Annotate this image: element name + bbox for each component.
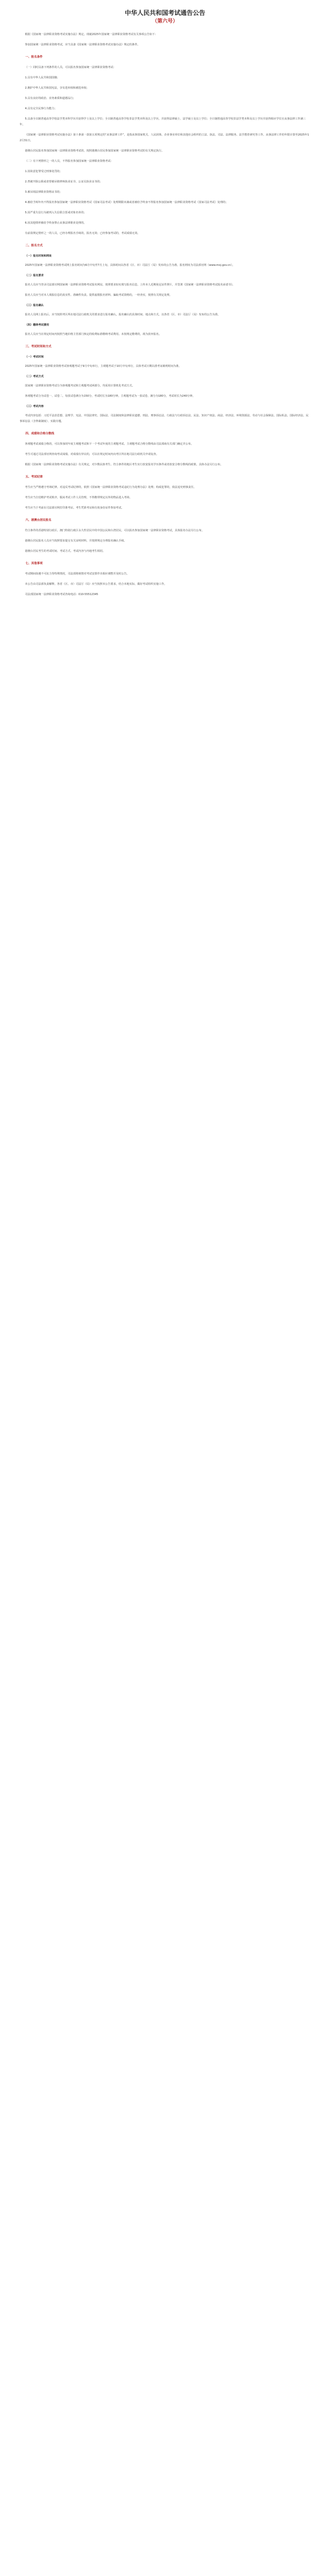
section-heading: 七、其他事项 <box>25 562 43 565</box>
body-paragraph: 2025年国家统一法律职业资格考试客观题考试于9月中旬举行，主观题考试于10月中旬举行，具体考试日期以准考证载明时间为准。 <box>25 365 182 368</box>
subsection-heading: （二）报名要求 <box>25 274 44 277</box>
body-paragraph: 4.具有完全民事行为能力； <box>25 107 57 110</box>
body-paragraph: 考生应当自觉维护考试秩序，服从考试工作人员管理，不得携带规定以外的物品进入考场。 <box>25 496 132 499</box>
body-paragraph: 考试期间如遇不可抗力等特殊情况，司法部将视情对考试安排作出相应调整并及时公告。 <box>25 572 129 575</box>
body-paragraph: 考试内容包括：习近平法治思想、法理学、宪法、中国法律史、国际法、司法制度和法律职业道德、刑法、刑事诉讼法、行政法与行政诉讼法、民法、知识产权法、商法、经济法、环境资源法、劳动与社会保障法、国际私法、国际经济法、民事诉讼法（含仲裁制度）、实践专题。 <box>20 414 309 423</box>
body-paragraph: 6.因其他情形被给予终身禁止从事法律职业处理的。 <box>25 222 87 225</box>
body-paragraph: 港澳台居民考生的考试时间、考试方式、考试内容与内地考生相同。 <box>25 550 106 553</box>
body-paragraph: 2.曾被开除公职或者曾被吊销律师执业证书、公证员执业证书的； <box>25 180 103 183</box>
section-2 <box>20 243 310 337</box>
section-6 <box>20 517 310 554</box>
body-paragraph: 4.被给予两年内不得报名参加国家统一法律职业资格考试（国家司法考试）处理期限未满或者被给予终身不得报名参加国家统一法律职业资格考试（国家司法考试）处理的； <box>25 201 228 204</box>
subsection-heading: （一）考试时间 <box>25 355 44 359</box>
body-paragraph: 根据《国家统一法律职业资格考试实施办法》有关规定，对少数民族考生、符合条件的地区考生实行放宽报名学历条件或者放宽合格分数线的政策，具体办法另行公布。 <box>25 463 223 466</box>
section-heading: 三、考试时间和方式 <box>25 345 52 348</box>
body-paragraph: 3.具有良好的政治、业务素质和道德品行； <box>25 97 76 100</box>
section-5 <box>20 474 310 511</box>
page-subtitle: （第六号） <box>152 19 178 24</box>
body-paragraph: 1.具有中华人民共和国国籍； <box>25 76 60 79</box>
body-paragraph: 符合条件的香港特别行政区、澳门特别行政区永久性居民中的中国公民和台湾居民，可以报名参加国家统一法律职业资格考试，具体报名办法另行公布。 <box>25 529 204 532</box>
body-paragraph: 报名人员网上报名后，应当按照考区所在地司法行政机关的要求进行报名确认。报名确认的具体时间、地点和方式，以各省（区、市）司法厅（局）发布的公告为准。 <box>25 313 221 316</box>
body-paragraph: 司法部国家统一法律职业资格考试咨询电话：010-55512345 <box>25 593 98 596</box>
section-heading: 一、报名条件 <box>25 56 43 59</box>
body-paragraph: 考生可通过司法部官网查询考试成绩。对成绩有异议的，可以在规定时间内向考区所在地司法行政机关申请复查。 <box>25 453 159 456</box>
section-heading: 五、考试纪律 <box>25 476 43 479</box>
subsection-heading: （二）考试方式 <box>25 375 44 378</box>
page-title: 中华人民共和国考试通告公告 <box>124 9 205 16</box>
section-4 <box>20 431 310 468</box>
body-paragraph: 5.具备全日制普通高等学校法学类本科学历并获得学士及以上学位；全日制普通高等学校非法学类本科及以上学历，并获得法律硕士、法学硕士及以上学位；全日制普通高等学校非法学类本科及以上学历并获得相应学位且从事法律工作满三年。 <box>20 117 306 126</box>
body-paragraph: 本公告由司法部负责解释。各省（区、市）司法厅（局）应当按照本公告要求，结合本地实际，做好考试组织实施工作。 <box>25 583 167 586</box>
section-heading: 二、报名方式 <box>25 244 43 247</box>
body-paragraph: 客观题考试分为试卷一、试卷二，每张试卷满分为150分，考试时长为180分钟。主观题考试为一张试卷，满分为180分，考试时长为240分钟。 <box>25 395 195 398</box>
body-paragraph: 港澳台居民报名参加国家统一法律职业资格考试的，按照港澳台居民参加国家统一法律职业资格考试的有关规定执行。 <box>25 149 164 152</box>
body-paragraph: 报名人员应当对本人填报信息的真实性、准确性负责。提供虚假报名材料、骗取考试资格的，一经查实，按照有关规定处理。 <box>25 294 172 297</box>
body-paragraph: 考生应当严格遵守考场纪律。对违反考试纪律的，依照《国家统一法律职业资格考试违纪行为处理办法》处理；构成犯罪的，依法追究刑事责任。 <box>25 486 196 489</box>
body-paragraph: （一）同时具备下列条件的人员，可以报名参加国家统一法律职业资格考试： <box>25 66 116 69</box>
body-paragraph: 《国家统一法律职业资格考试实施办法》第十条第一款第五项规定的“从事法律工作”，是指从事国家机关、人民团体、企业事业单位和其他社会组织的立法、执法、司法、法律服务、法学教育研究等工作。从事法律工作的年限计算至2025年12月31日。 <box>20 133 309 142</box>
body-paragraph: 港澳台居民报名人员应当按照要求提交有关证明材料，并按照规定办理报名确认手续。 <box>25 539 127 543</box>
body-paragraph: 报名人员应当在规定时间内按照当地价格主管部门核定的收费标准缴纳考试费用。未按规定缴费的，视为放弃报名。 <box>25 333 161 336</box>
body-paragraph: 国家统一法律职业资格考试分为客观题考试和主观题考试两部分，均采用计算机化考试方式。 <box>25 384 135 387</box>
section-heading: 六、港澳台居民报名 <box>25 519 52 522</box>
announcement-body <box>20 54 310 598</box>
announcement-page <box>0 0 330 616</box>
body-paragraph: 5.因严重失信行为被列入失信联合惩戒对象名单的； <box>25 211 87 214</box>
intro-paragraph: 参加国家统一法律职业资格考试，应当具备《国家统一法律职业资格考试实施办法》规定的条件。 <box>25 43 140 46</box>
body-paragraph: 1.因故意犯罪受过刑事处罚的； <box>25 170 62 173</box>
subsection-heading: （四）缴纳考试费用 <box>25 324 50 327</box>
body-paragraph: 3.被吊销法律职业资格证书的； <box>25 191 62 194</box>
body-paragraph: 2025年国家统一法律职业资格考试网上报名时间为6月中旬至7月上旬，具体时间以各省（区、市）司法厅（局）发布的公告为准。报名网址为司法部官网（www.moj.gov.cn）。 <box>25 264 235 267</box>
section-heading: 四、成绩和合格分数线 <box>25 432 55 435</box>
section-1 <box>20 54 310 236</box>
intro-block <box>20 32 310 48</box>
subsection-heading: （三）考试内容 <box>25 405 44 408</box>
body-paragraph: 客观题考试成绩合格的，可以参加同年度主观题考试和下一个考试年度的主观题考试。主观题考试合格分数线由司法部商有关部门确定并公布。 <box>25 443 194 446</box>
body-paragraph: 报名人员应当登录司法部官网国家统一法律职业资格考试报名网站，按照要求如实填写报名信息，上传本人近期免冠证件照片，并签署《国家统一法律职业资格考试报名承诺书》。 <box>25 283 235 286</box>
subsection-heading: （三）报名确认 <box>25 304 44 307</box>
body-paragraph: 有前款规定情形之一的人员，已经办理报名手续的，报名无效；已经参加考试的，考试成绩无效。 <box>25 232 140 235</box>
body-paragraph: （二）有下列情形之一的人员，不得报名参加国家统一法律职业资格考试： <box>25 160 113 163</box>
body-paragraph: 2.拥护中华人民共和国宪法，享有选举权和被选举权； <box>25 87 89 90</box>
intro-paragraph: 根据《国家统一法律职业资格考试实施办法》规定，现就2025年国家统一法律职业资格考试有关事项公告如下： <box>25 33 158 36</box>
body-paragraph: 考生应当于考前在司法部官网打印准考证。考生凭准考证和有效身份证件参加考试。 <box>25 506 124 510</box>
section-7 <box>20 561 310 598</box>
subsection-heading: （一）报名时间和网址 <box>25 255 52 258</box>
section-3 <box>20 344 310 425</box>
